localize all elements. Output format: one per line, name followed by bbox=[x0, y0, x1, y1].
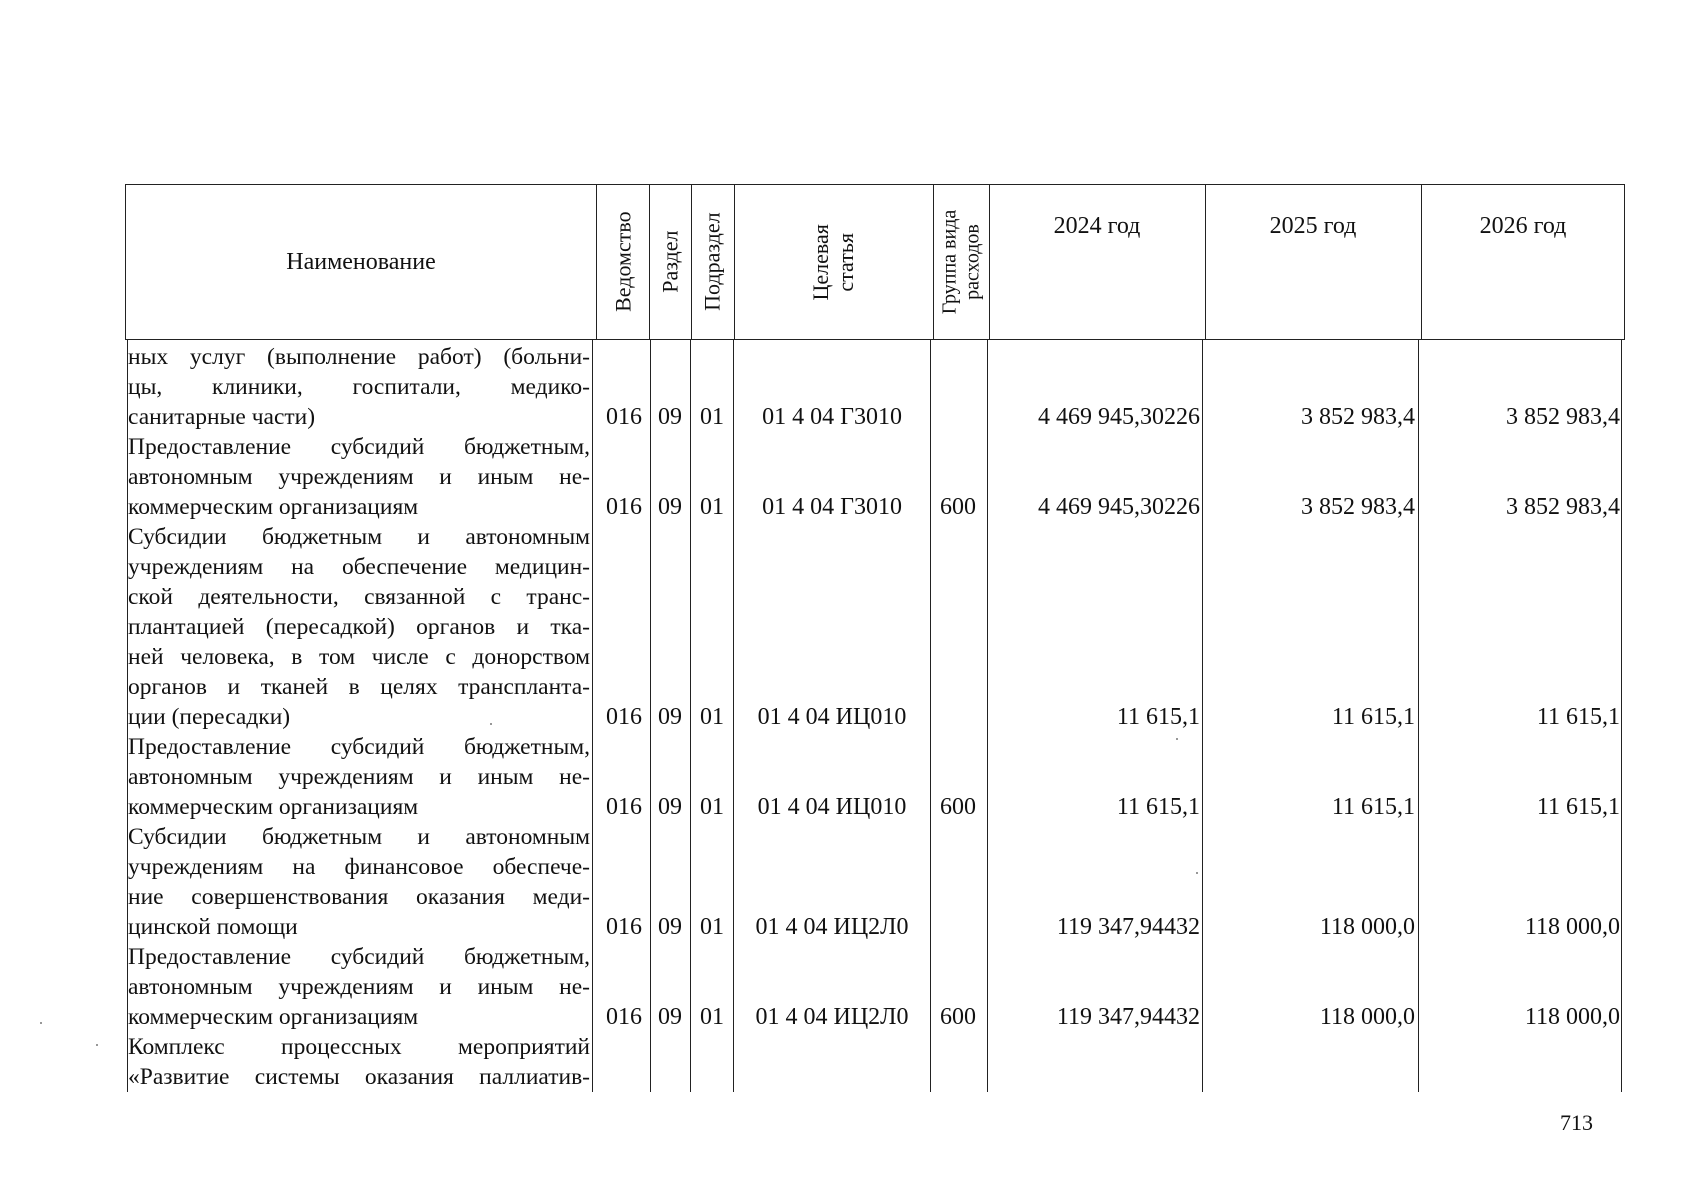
row-name-line: ции (пересадки) bbox=[128, 704, 291, 730]
body-divider bbox=[690, 340, 691, 1092]
row-name-line: коммерческим организациям bbox=[128, 794, 419, 820]
row-name-line: автономным учреждениям и иным не- bbox=[128, 464, 590, 490]
header-2026: 2026 год bbox=[1479, 212, 1567, 239]
cell-gruppa: 600 bbox=[940, 494, 976, 520]
header-gruppa-label bbox=[938, 210, 984, 315]
cell-razdel: 09 bbox=[658, 404, 682, 430]
header-gruppa-line2: расходов bbox=[961, 224, 983, 300]
scan-speck bbox=[40, 1022, 42, 1024]
cell-podrazdel: 01 bbox=[700, 404, 724, 430]
cell-celevaya: 01 4 04 ИЦ010 bbox=[757, 704, 907, 730]
row-name-line: ние совершенствования оказания меди- bbox=[128, 884, 590, 910]
body-divider bbox=[987, 340, 988, 1092]
cell-podrazdel: 01 bbox=[700, 704, 724, 730]
cell-vedomstvo: 016 bbox=[606, 494, 642, 520]
header-vedomstvo bbox=[597, 186, 649, 338]
cell-razdel: 09 bbox=[658, 1004, 682, 1030]
scan-speck bbox=[1176, 738, 1178, 740]
header-celevaya bbox=[734, 186, 933, 338]
cell-vedomstvo: 016 bbox=[606, 1004, 642, 1030]
row-name-line: ных услуг (выполнение работ) (больни- bbox=[128, 344, 590, 370]
body-divider bbox=[1418, 340, 1419, 1092]
row-name-line: Комплекс процессных мероприятий bbox=[128, 1034, 590, 1060]
cell-vedomstvo: 016 bbox=[606, 404, 642, 430]
cell-gruppa: 600 bbox=[940, 1004, 976, 1030]
cell-2026: 3 852 983,4 bbox=[1506, 494, 1620, 520]
header-gruppa bbox=[933, 186, 989, 338]
header-podrazdel-label: Подраздел bbox=[699, 212, 725, 312]
header-gruppa-line1: Группа вида bbox=[938, 209, 960, 315]
cell-podrazdel: 01 bbox=[700, 794, 724, 820]
cell-2025: 11 615,1 bbox=[1331, 794, 1415, 820]
row-name-line: Субсидии бюджетным и автономным bbox=[128, 524, 590, 550]
cell-podrazdel: 01 bbox=[700, 914, 724, 940]
cell-razdel: 09 bbox=[658, 794, 682, 820]
cell-2026: 118 000,0 bbox=[1524, 914, 1620, 940]
row-name-line: автономным учреждениям и иным не- bbox=[128, 764, 590, 790]
row-name-line: Субсидии бюджетным и автономным bbox=[128, 824, 590, 850]
header-podrazdel bbox=[691, 186, 734, 338]
header-razdel bbox=[649, 186, 691, 338]
cell-2024: 11 615,1 bbox=[1116, 704, 1200, 730]
cell-razdel: 09 bbox=[658, 914, 682, 940]
table-row-name bbox=[128, 342, 590, 432]
header-celevaya-line2: статья bbox=[833, 232, 859, 292]
cell-2025: 11 615,1 bbox=[1331, 704, 1415, 730]
cell-2025: 3 852 983,4 bbox=[1301, 494, 1415, 520]
cell-2026: 118 000,0 bbox=[1524, 1004, 1620, 1030]
cell-podrazdel: 01 bbox=[700, 494, 724, 520]
cell-celevaya: 01 4 04 ИЦ2Л0 bbox=[755, 1004, 909, 1030]
cell-vedomstvo: 016 bbox=[606, 914, 642, 940]
table-row-name bbox=[128, 822, 590, 942]
cell-podrazdel: 01 bbox=[700, 1004, 724, 1030]
cell-2024: 119 347,94432 bbox=[1056, 914, 1200, 940]
header-2024: 2024 год bbox=[1053, 212, 1141, 239]
body-divider bbox=[930, 340, 931, 1092]
cell-vedomstvo: 016 bbox=[606, 794, 642, 820]
cell-2025: 118 000,0 bbox=[1319, 1004, 1415, 1030]
row-name-line: учреждениям на обеспечение медицин- bbox=[128, 554, 590, 580]
row-name-line: Предоставление субсидий бюджетным, bbox=[128, 944, 590, 970]
row-name-line: коммерческим организациям bbox=[128, 1004, 419, 1030]
row-name-line: цы, клиники, госпитали, медико- bbox=[128, 374, 590, 400]
row-name-line: Предоставление субсидий бюджетным, bbox=[128, 734, 590, 760]
header-name: Наименование bbox=[286, 248, 436, 275]
row-name-line: учреждениям на финансовое обеспече- bbox=[128, 854, 590, 880]
row-name-line: ской деятельности, связанной с транс- bbox=[128, 584, 590, 610]
scan-speck bbox=[1196, 872, 1198, 874]
cell-gruppa: 600 bbox=[940, 794, 976, 820]
table-row-name bbox=[128, 1032, 590, 1092]
body-divider bbox=[1621, 340, 1622, 1092]
scan-speck bbox=[490, 723, 492, 725]
header-celevaya-label bbox=[808, 224, 859, 300]
cell-2026: 11 615,1 bbox=[1536, 704, 1620, 730]
row-name-line: ней человека, в том числе с донорством bbox=[128, 644, 590, 670]
cell-2024: 11 615,1 bbox=[1116, 794, 1200, 820]
row-name-line: Предоставление субсидий бюджетным, bbox=[128, 434, 590, 460]
scan-speck bbox=[96, 1044, 98, 1046]
page-number: 713 bbox=[1560, 1110, 1593, 1135]
cell-2026: 11 615,1 bbox=[1536, 794, 1620, 820]
cell-2026: 3 852 983,4 bbox=[1506, 404, 1620, 430]
cell-2024: 119 347,94432 bbox=[1056, 1004, 1200, 1030]
row-name-line: санитарные части) bbox=[128, 404, 316, 430]
cell-2025: 3 852 983,4 bbox=[1301, 404, 1415, 430]
body-divider bbox=[592, 340, 593, 1092]
header-razdel-label: Раздел bbox=[657, 230, 683, 294]
cell-2025: 118 000,0 bbox=[1319, 914, 1415, 940]
cell-celevaya: 01 4 04 Г3010 bbox=[762, 404, 902, 430]
table-row-name bbox=[128, 942, 590, 1032]
table-row-name bbox=[128, 522, 590, 732]
cell-celevaya: 01 4 04 ИЦ2Л0 bbox=[755, 914, 909, 940]
cell-2024: 4 469 945,30226 bbox=[1038, 404, 1200, 430]
row-name-line: автономным учреждениям и иным не- bbox=[128, 974, 590, 1000]
cell-razdel: 09 bbox=[658, 494, 682, 520]
row-name-line: цинской помощи bbox=[128, 914, 298, 940]
table-row-name bbox=[128, 732, 590, 822]
cell-razdel: 09 bbox=[658, 704, 682, 730]
cell-celevaya: 01 4 04 Г3010 bbox=[762, 494, 902, 520]
row-name-line: плантацией (пересадкой) органов и тка- bbox=[128, 614, 590, 640]
header-vedomstvo-label: Ведомство bbox=[610, 211, 636, 313]
header-2025: 2025 год bbox=[1269, 212, 1357, 239]
body-divider bbox=[1202, 340, 1203, 1092]
cell-celevaya: 01 4 04 ИЦ010 bbox=[757, 794, 907, 820]
row-name-line: коммерческим организациям bbox=[128, 494, 419, 520]
row-name-line: «Развитие системы оказания паллиатив- bbox=[128, 1064, 590, 1090]
table-row-name bbox=[128, 432, 590, 522]
header-celevaya-line1: Целевая bbox=[808, 223, 834, 301]
row-name-line: органов и тканей в целях транспланта- bbox=[128, 674, 590, 700]
cell-vedomstvo: 016 bbox=[606, 704, 642, 730]
cell-2024: 4 469 945,30226 bbox=[1038, 494, 1200, 520]
